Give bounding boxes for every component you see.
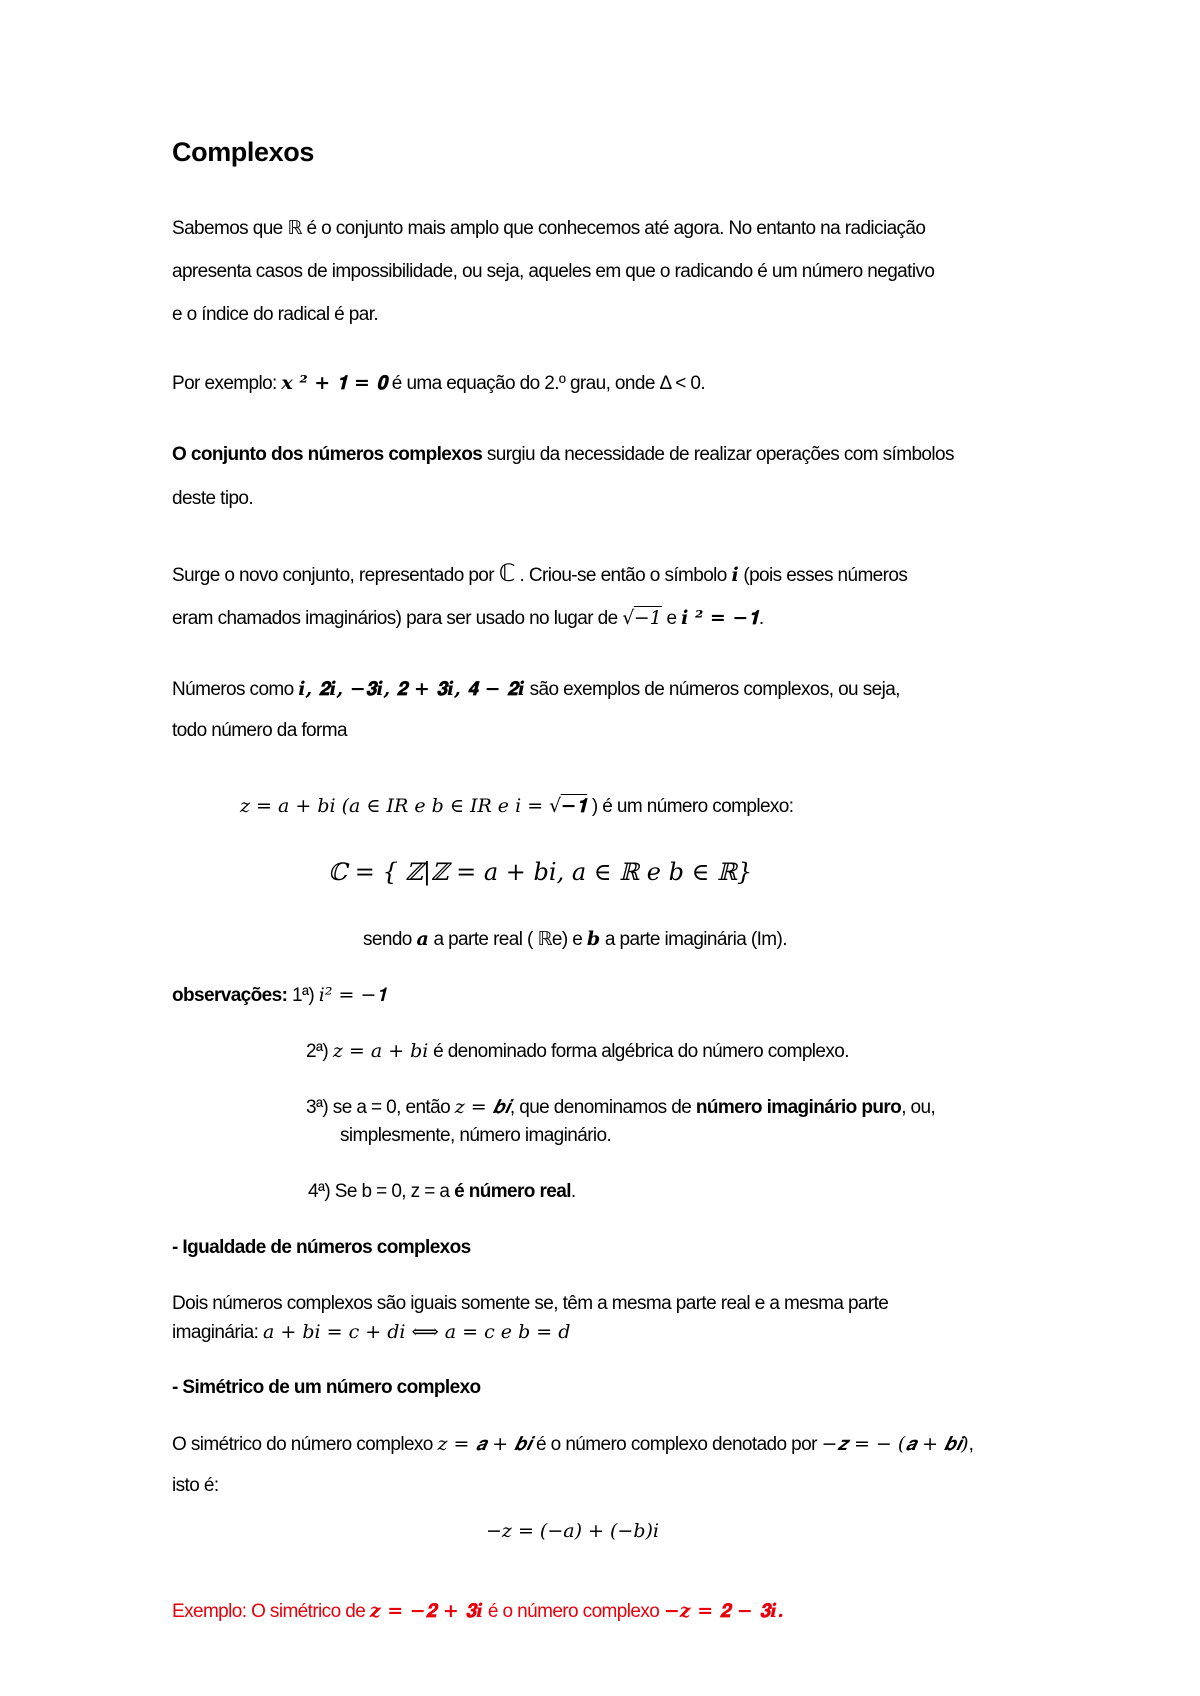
doc-title	[172, 136, 314, 168]
title-heading: Complexos	[172, 137, 314, 167]
obs-3-prefix: 3ª) se a = 0, então	[306, 1097, 455, 1118]
symmetric-line-1	[172, 1433, 973, 1457]
symmetric-heading: - Simétrico de um número complexo	[172, 1377, 481, 1398]
obs-line-4	[308, 1181, 576, 1204]
example-prefix: Por exemplo:	[172, 373, 282, 394]
obs-1-math: 𝑖² = −𝟏	[318, 984, 387, 1006]
symmetric-prefix: O simétrico do número complexo	[172, 1434, 438, 1455]
intro-line-1: Sabemos que ℝ é o conjunto mais amplo que conhecemos até agora. No entanto na radiciação	[172, 218, 926, 239]
pure-imaginary-term: número imaginário puro	[695, 1097, 902, 1118]
final-example-math-1: 𝒛 = −𝟐 + 𝟑𝒊	[369, 1600, 484, 1622]
final-example-prefix: Exemplo: O simétrico de	[172, 1601, 370, 1622]
examples-suffix: são exemplos de números complexos, ou seja,	[524, 679, 900, 700]
newset-text-f: .	[758, 608, 764, 629]
set-definition: ℂ = { ℤ|ℤ = 𝑎 + 𝑏𝑖, 𝑎 ∈ ℝ 𝑒 𝑏 ∈ ℝ}	[328, 858, 753, 886]
obs-2-suffix: é denominado forma algébrica do número complexo.	[428, 1041, 849, 1062]
complex-set-term: O conjunto dos números complexos	[172, 444, 483, 465]
obs-line-1	[172, 984, 387, 1008]
imaginary-unit-symbol: 𝒊	[731, 564, 739, 586]
sqrt-icon-2: √	[549, 795, 561, 817]
examples-line-2: todo número da forma	[172, 720, 347, 741]
equality-prefix: imaginária:	[172, 1322, 264, 1343]
obs-2-prefix: 2ª)	[306, 1041, 333, 1062]
radicand-2: −𝟏	[560, 795, 588, 817]
radicand: −1	[633, 607, 662, 629]
examples-line-1	[172, 678, 900, 702]
i-squared-math: 𝒊 ² = −𝟏	[681, 607, 759, 629]
newset-text-b: . Criou-se então o símbolo	[514, 565, 732, 586]
intro-line-3: e o índice do radical é par.	[172, 304, 379, 325]
obs-line-3b: simplesmente, número imaginário.	[340, 1125, 612, 1146]
obs-2-math: 𝑧 = 𝑎 + 𝑏𝑖	[332, 1040, 429, 1062]
real-part-symbol: 𝒂	[416, 928, 429, 950]
obs-1-prefix: 1ª)	[287, 985, 319, 1006]
imag-part-symbol: 𝒃	[586, 928, 601, 950]
obs-3-math: 𝑧 = 𝒃𝒊	[454, 1096, 510, 1118]
newset-text-d: eram chamados imaginários) para ser usado no lugar de	[172, 608, 623, 629]
newset-text-a: Surge o novo conjunto, representado por	[172, 565, 499, 586]
newset-text-e: e	[661, 608, 682, 629]
equality-line-1: Dois números complexos são iguais somente se, têm a mesma parte real e a mesma parte	[172, 1293, 889, 1314]
example-equation-line	[172, 372, 705, 396]
symmetric-formula: −𝑧 = (−𝑎) + (−𝑏)𝑖	[486, 1520, 659, 1542]
general-form-suffix: ) é um número complexo:	[587, 796, 794, 817]
parts-line	[363, 928, 787, 952]
general-form-line	[240, 795, 793, 819]
origin-line-1	[172, 444, 954, 467]
symmetric-mid: é o número complexo denotado por	[531, 1434, 822, 1455]
final-example-math-2: −𝒛 = 𝟐 − 𝟑𝒊.	[663, 1600, 784, 1622]
examples-prefix: Números como	[172, 679, 299, 700]
obs-3-suffix: , ou,	[901, 1097, 936, 1118]
symmetric-math-2: −𝒛 = − (𝒂 + 𝒃𝒊)	[821, 1433, 969, 1455]
parts-text-a: sendo	[363, 929, 417, 950]
obs-3-mid: , que denominamos de	[509, 1097, 696, 1118]
general-form-math: 𝑧 = 𝑎 + 𝑏𝑖 (𝑎 ∈ 𝐼𝑅 𝑒 𝑏 ∈ 𝐼𝑅 𝑒 𝑖 =	[240, 795, 550, 817]
obs-line-2	[306, 1040, 849, 1064]
equality-heading: - Igualdade de números complexos	[172, 1237, 471, 1258]
obs-4-suffix: .	[570, 1181, 576, 1202]
obs-label: observações:	[172, 985, 288, 1006]
sqrt-icon: √	[622, 607, 634, 629]
obs-line-3	[306, 1096, 935, 1120]
obs-4-prefix: 4ª) Se b = 0, z = a	[308, 1181, 455, 1202]
examples-math: 𝒊, 𝟐𝒊, −𝟑𝒊, 𝟐 + 𝟑𝒊, 𝟒 − 𝟐𝒊	[298, 678, 525, 700]
equality-line-2	[172, 1321, 570, 1345]
parts-text-c: a parte imaginária (Im).	[600, 929, 787, 950]
symmetric-suffix: ,	[968, 1434, 974, 1455]
newset-line-2	[172, 607, 764, 631]
newset-text-c: (pois esses números	[738, 565, 908, 586]
equality-math: 𝑎 + 𝑏𝑖 = 𝑐 + 𝑑𝑖 ⟺ 𝑎 = 𝑐 𝑒 𝑏 = 𝑑	[263, 1321, 571, 1343]
example-suffix: é uma equação do 2.º grau, onde Δ < 0.	[387, 373, 706, 394]
final-example-line	[172, 1600, 784, 1624]
newset-line-1	[172, 560, 907, 589]
complex-set-symbol: ℂ	[498, 560, 515, 587]
intro-line-2: apresenta casos de impossibilidade, ou seja, aqueles em que o radicando é um número negativo	[172, 261, 935, 282]
equation-math: 𝒙 ² + 𝟏 = 𝟎	[281, 372, 388, 394]
real-number-term: é número real	[454, 1181, 571, 1202]
symmetric-line-2: isto é:	[172, 1475, 219, 1496]
parts-text-b: a parte real ( ℝe) e	[428, 929, 587, 950]
origin-line-2: deste tipo.	[172, 488, 254, 509]
symmetric-math-1: 𝑧 = 𝒂 + 𝒃𝒊	[437, 1433, 532, 1455]
final-example-mid: é o número complexo	[483, 1601, 664, 1622]
origin-rest: surgiu da necessidade de realizar operações com símbolos	[482, 444, 954, 465]
